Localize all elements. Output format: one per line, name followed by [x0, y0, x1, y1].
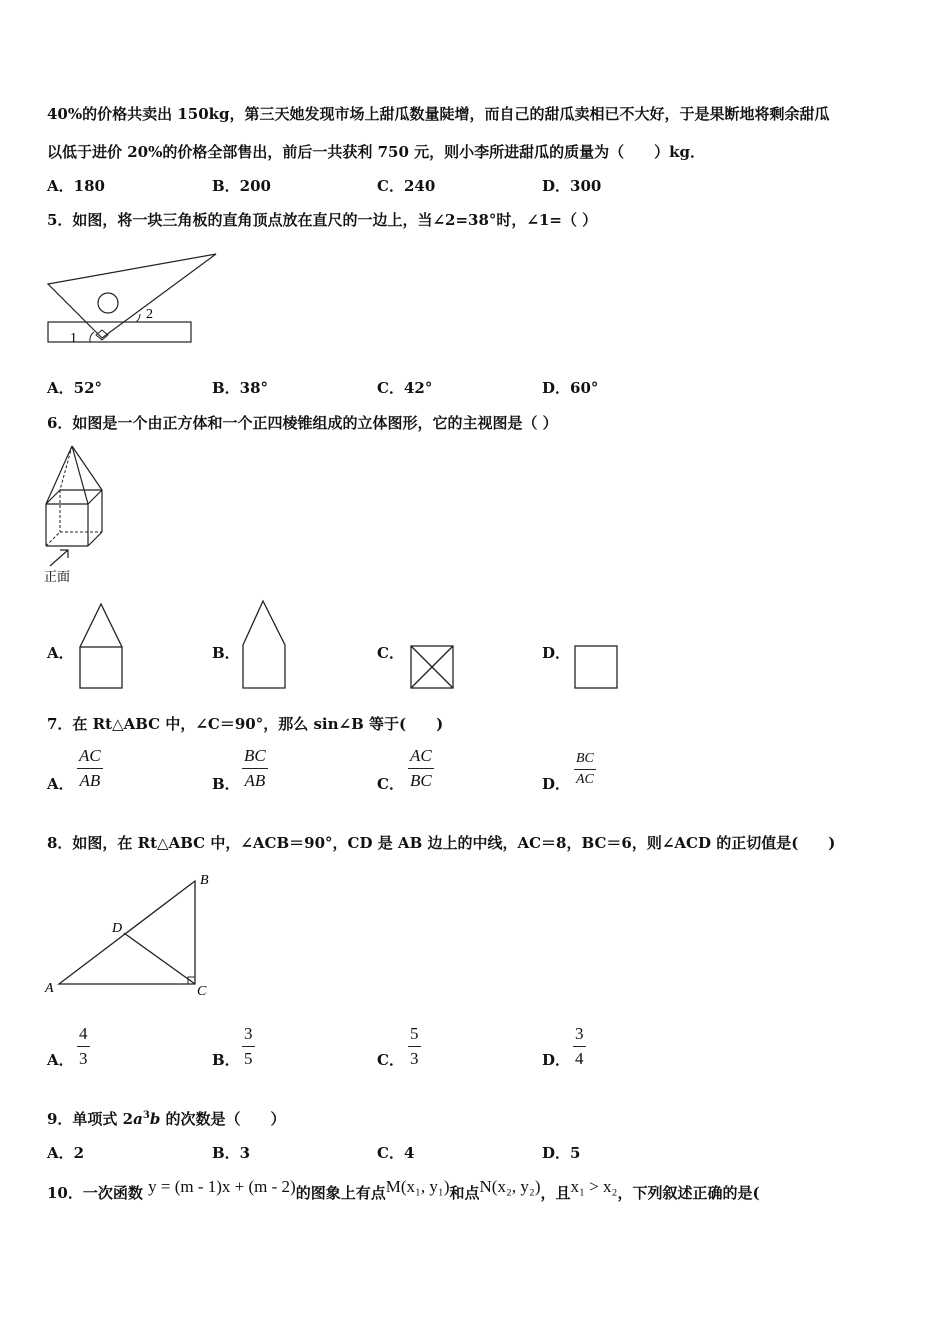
q10-point-n: N(x₂, y₂): [479, 1177, 541, 1196]
q7-option-a-fraction: [77, 746, 103, 791]
q4-option-c: C．240: [377, 177, 436, 195]
angle-1-label: 1: [70, 331, 77, 346]
set-square-hole: [98, 293, 118, 313]
fraction-numerator: BC: [574, 751, 596, 770]
q5-option-c: C．42°: [377, 379, 433, 397]
angle-2-arc: [136, 314, 140, 322]
q8-option-b-fraction: [242, 1024, 255, 1069]
q9-stem-prefix: 9．单项式 2: [47, 1110, 134, 1128]
q5-option-d: D．60°: [542, 379, 599, 397]
q8-option-c-label: C．: [377, 1051, 404, 1069]
q9-stem: [47, 1108, 286, 1129]
median-cd: [124, 933, 195, 984]
q6-solid-figure: [42, 442, 112, 586]
q7-option-b-fraction: [242, 746, 268, 791]
q6-option-a-figure: [77, 600, 125, 692]
fraction-denominator: AB: [79, 771, 101, 790]
q8-option-d-fraction: [573, 1024, 586, 1069]
q10-condition: x₁ > x₂: [570, 1177, 618, 1196]
q6-option-b-figure: [240, 598, 290, 692]
q9-option-a: A．2: [47, 1144, 85, 1162]
fraction-denominator: 5: [244, 1049, 253, 1068]
q7-option-a-label: A．: [47, 775, 74, 793]
view-arrow: [50, 550, 68, 566]
fraction-numerator: 5: [408, 1024, 421, 1047]
q5-ruler-triangle-figure: [44, 246, 224, 350]
fraction-numerator: 4: [77, 1024, 90, 1047]
q10-text-1: 的图象上有点: [295, 1184, 386, 1202]
q8-option-d-label: D．: [542, 1051, 571, 1069]
q4-option-a: A．180: [47, 177, 105, 195]
vertex-c-label: C: [197, 984, 207, 998]
q6-stem: 6．如图是一个由正方体和一个正四棱锥组成的立体图形，它的主视图是（ ）: [47, 414, 558, 432]
q6-option-d-label: D．: [542, 644, 571, 662]
fraction-denominator: 4: [575, 1049, 584, 1068]
q7-stem: 7．在 Rt△ABC 中，∠C＝90°，那么 sin∠B 等于( ): [47, 715, 444, 733]
q9-option-d: D．5: [542, 1144, 581, 1162]
q9-var-b: b: [149, 1110, 161, 1128]
fraction-numerator: 3: [573, 1024, 586, 1047]
q7-option-b-label: B．: [212, 775, 240, 793]
front-view-label: 正面: [44, 570, 71, 585]
q8-option-a-fraction: [77, 1024, 90, 1069]
angle-2-label: 2: [146, 307, 153, 322]
fraction-denominator: AB: [244, 771, 266, 790]
fraction-numerator: AC: [77, 746, 103, 769]
q7-option-d-fraction: [574, 751, 596, 788]
q9-stem-suffix: 的次数是（ ）: [160, 1110, 286, 1128]
fraction-denominator: 3: [79, 1049, 88, 1068]
vertex-a-label: A: [45, 981, 54, 996]
q5-stem: 5．如图，将一块三角板的直角顶点放在直尺的一边上，当∠2=38°时，∠1=（ ）: [47, 211, 598, 229]
q8-option-a-label: A．: [47, 1051, 74, 1069]
fraction-denominator: 3: [410, 1049, 419, 1068]
q10-text-3: ，且: [540, 1184, 571, 1202]
q6-option-d-figure: [572, 643, 620, 691]
q9-option-b: B．3: [212, 1144, 251, 1162]
q4-line-1: 40%的价格共卖出 150kg，第三天她发现市场上甜瓜数量陡增，而自己的甜瓜卖相已不大好，于是果断地将剩余甜瓜: [47, 105, 830, 123]
angle-1-arc: [90, 332, 94, 342]
fraction-denominator: BC: [410, 771, 432, 790]
q4-line-2: 以低于进价 20%的价格全部售出，前后一共获利 750 元，则小李所进甜瓜的质量为（ ）kg．: [47, 143, 705, 161]
fraction-numerator: BC: [242, 746, 268, 769]
q5-option-b: B．38°: [212, 379, 269, 397]
q10-prefix: 10．一次函数: [47, 1184, 143, 1202]
q8-triangle-figure: [42, 866, 222, 998]
q6-option-c-figure: [408, 643, 456, 691]
fraction-numerator: AC: [408, 746, 434, 769]
q10-point-m: M(x₁, y₁): [385, 1177, 450, 1196]
q6-option-a-label: A．: [47, 644, 74, 662]
q8-option-c-fraction: [408, 1024, 421, 1069]
q9-var-a: a: [133, 1110, 143, 1128]
q8-option-b-label: B．: [212, 1051, 240, 1069]
fraction-numerator: 3: [242, 1024, 255, 1047]
q4-option-b: B．200: [212, 177, 271, 195]
q6-option-c-label: C．: [377, 644, 404, 662]
q6-option-b-label: B．: [212, 644, 240, 662]
point-d-label: D: [112, 921, 123, 936]
q9-exponent: 3: [142, 1110, 150, 1121]
q10-stem: [47, 1177, 760, 1203]
q8-stem: 8．如图，在 Rt△ABC 中，∠ACB＝90°，CD 是 AB 边上的中线，AC＝8，BC＝6，则∠ACD 的正切值是( ): [47, 834, 836, 852]
q7-option-c-fraction: [408, 746, 434, 791]
q4-option-d: D．300: [542, 177, 602, 195]
q5-option-a: A．52°: [47, 379, 103, 397]
q10-suffix: ，下列叙述正确的是(: [617, 1184, 760, 1202]
q7-option-c-label: C．: [377, 775, 404, 793]
fraction-denominator: AC: [576, 772, 594, 787]
q10-function: y = (m - 1)x + (m - 2): [148, 1177, 296, 1196]
q9-option-c: C．4: [377, 1144, 415, 1162]
q7-option-d-label: D．: [542, 775, 571, 793]
vertex-b-label: B: [200, 873, 209, 888]
q10-text-2: 和点: [449, 1184, 480, 1202]
